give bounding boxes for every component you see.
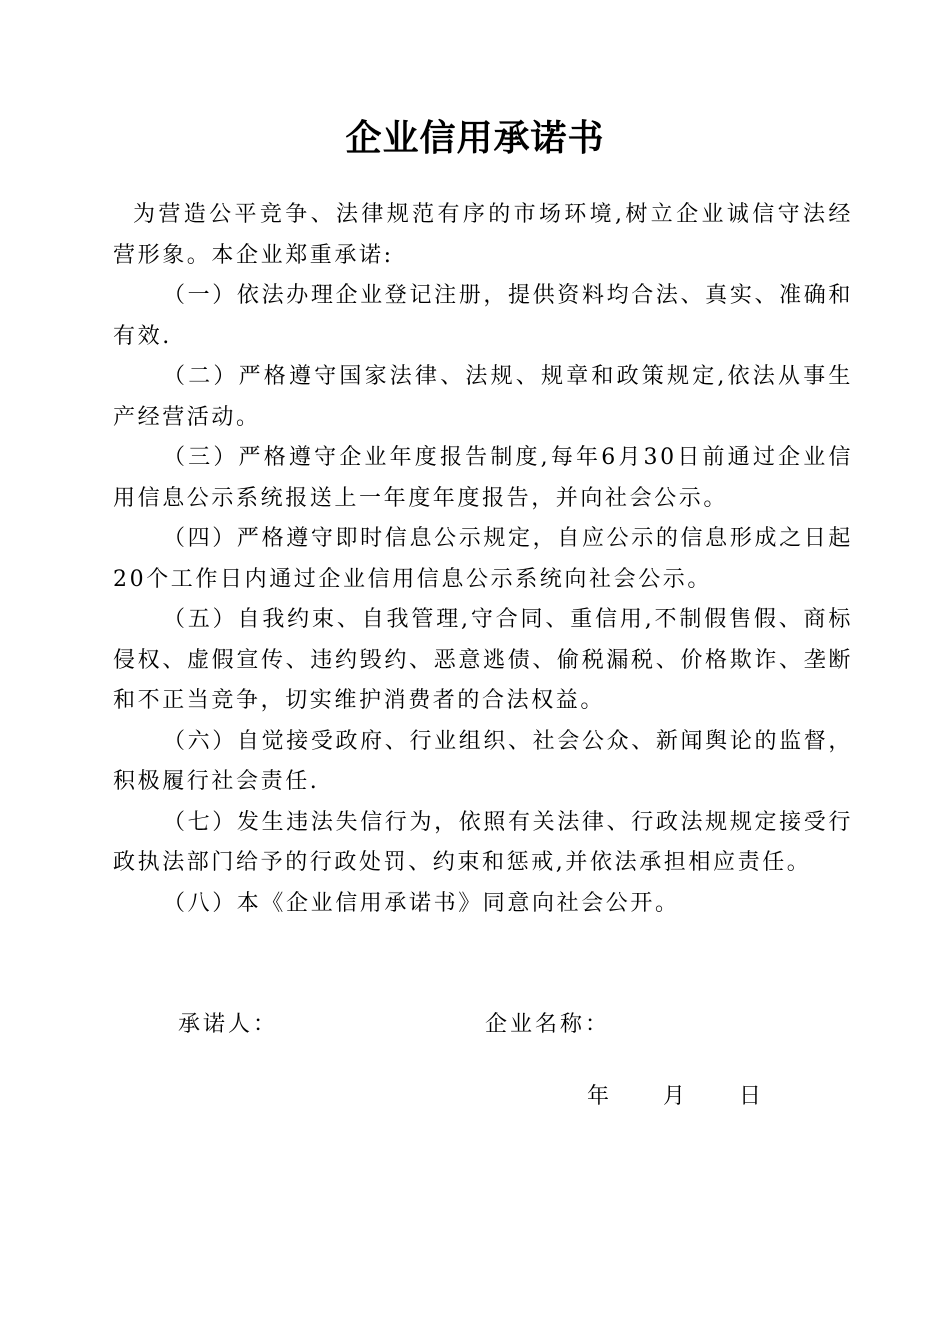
commitment-item-5: （五）自我约束、自我管理,守合同、重信用,不制假售假、商标侵权、虚假宣传、违约毁约、恶意逃债、偷税漏税、价格欺诈、垄断和不正当竞争，切实维护消费者的合法权益。 xyxy=(113,607,853,713)
commitment-item-3: （三）严格遵守企业年度报告制度,每年6月30日前通过企业信用信息公示系统报送上一年度年度报告，并向社会公示。 xyxy=(113,445,853,511)
commitment-item-8: （八）本《企业信用承诺书》同意向社会公开。 xyxy=(163,890,680,916)
company-name-label: 企业名称： xyxy=(485,1012,611,1037)
year-label: 年 xyxy=(587,1084,610,1109)
signer-label: 承诺人： xyxy=(178,1012,279,1037)
document-title: 企业信用承诺书 xyxy=(345,117,605,159)
commitment-item-1: （一）依法办理企业登记注册，提供资料均合法、真实、准确和有效. xyxy=(113,283,853,349)
intro-paragraph: 为营造公平竞争、法律规范有序的市场环境,树立企业诚信守法经营形象。本企业郑重承诺: xyxy=(113,202,853,268)
commitment-item-7: （七）发生违法失信行为，依照有关法律、行政法规规定接受行政执法部门给予的行政处罚、约束和惩戒,并依法承担相应责任。 xyxy=(113,809,853,875)
month-label: 月 xyxy=(663,1084,686,1109)
commitment-item-6: （六）自觉接受政府、行业组织、社会公众、新闻舆论的监督，积极履行社会责任. xyxy=(113,728,853,794)
day-label: 日 xyxy=(739,1084,762,1109)
date-line xyxy=(587,1079,761,1115)
commitment-item-4: （四）严格遵守即时信息公示规定，自应公示的信息形成之日起20个工作日内通过企业信用信息公示系统向社会公示。 xyxy=(113,526,853,592)
document-body xyxy=(113,195,853,924)
commitment-item-2: （二）严格遵守国家法律、法规、规章和政策规定,依法从事生产经营活动。 xyxy=(113,364,853,430)
